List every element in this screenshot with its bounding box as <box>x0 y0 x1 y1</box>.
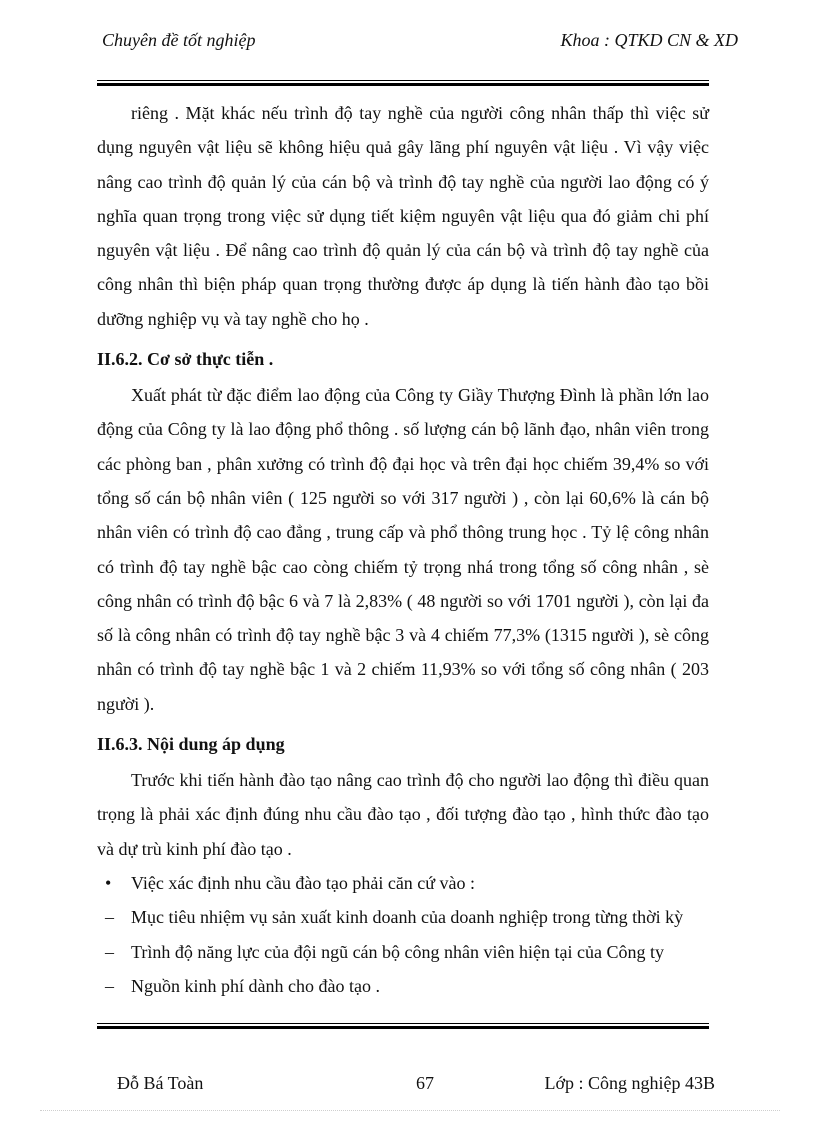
dash-text: Mục tiêu nhiệm vụ sản xuất kinh doanh của doanh nghiệp trong từng thời kỳ <box>131 907 684 928</box>
bullet-text: Việc xác định nhu cầu đào tạo phải căn cứ vào : <box>131 872 476 893</box>
section-heading-6-2: II.6.2. Cơ sở thực tiễn . <box>97 349 274 370</box>
dash-text: Nguồn kinh phí dành cho đào tạo . <box>131 975 380 996</box>
header-left-title: Chuyên đề tốt nghiệp <box>102 30 256 50</box>
dash-icon: – <box>105 907 114 928</box>
paragraph-1: riêng . Mặt khác nếu trình độ tay nghề của người công nhân thấp thì việc sử dụng nguyên vật liệu sẽ không hiệu quả gây lãng phí nguyên vật liệu . Vì vậy việc nâng cao trình độ quản lý của cán bộ và trình độ tay nghề của người lao động có ý nghĩa quan trọng trong việc sử dụng tiết kiệm nguyên vật liệu qua đó giảm chi phí nguyên vật liệu . Để nâng cao trình độ quản lý của cán bộ và trình độ tay nghề của công nhân thì biện pháp quan trọng thường được áp dụng là tiến hành đào tạo bồi dưỡng nghiệp vụ và tay nghề cho họ . <box>97 103 709 329</box>
section-heading-6-3: II.6.3. Nội dung áp dụng <box>97 734 285 755</box>
dash-item <box>97 969 709 1003</box>
page-content <box>97 96 709 1003</box>
dash-item <box>97 935 709 969</box>
page-header <box>102 30 738 56</box>
dash-item <box>97 900 709 934</box>
bullet-icon: • <box>105 872 112 893</box>
page-footer <box>117 1073 715 1099</box>
header-right-department: Khoa : QTKD CN & XD <box>560 30 738 50</box>
footer-class: Lớp : Công nghiệp 43B <box>544 1073 715 1093</box>
paragraph-2: Xuất phát từ đặc điểm lao động của Công ty Giầy Thượng Đình là phần lớn lao động của Công ty là lao động phổ thông . số lượng cán bộ lãnh đạo, nhân viên trong các phòng ban , phân xưởng có trình độ đại học và trên đại học chiếm 39,4% so với tổng số cán bộ nhân viên ( 125 người so với 317 người ) , còn lại 60,6% là cán bộ nhân viên có trình độ cao đẳng , trung cấp và phổ thông trung học . Tỷ lệ công nhân có trình độ tay nghề bậc cao còng chiếm tỷ trọng nhá trong tổng số công nhân , sè công nhân có trình độ bậc 6 và 7 là 2,83% ( 48 người so với 1701 người ), còn lại đa số là công nhân có trình độ tay nghề bậc 3 và 4 chiếm 77,3% (1315 người ), sè công nhân có trình độ tay nghề bậc 1 và 2 chiếm 11,93% so với tổng số công nhân ( 203 người ). <box>97 385 709 714</box>
bullet-item <box>97 866 709 900</box>
page-number: 67 <box>416 1073 434 1093</box>
dash-icon: – <box>105 941 114 962</box>
bottom-dotted-divider <box>40 1110 780 1111</box>
dash-text: Trình độ năng lực của đội ngũ cán bộ công nhân viên hiện tại của Công ty <box>131 941 664 962</box>
dash-icon: – <box>105 975 114 996</box>
header-double-rule <box>97 80 709 86</box>
paragraph-3: Trước khi tiến hành đào tạo nâng cao trình độ cho người lao động thì điều quan trọng là phải xác định đúng nhu cầu đào tạo , đối tượng đào tạo , hình thức đào tạo và dự trù kinh phí đào tạo . <box>97 770 709 859</box>
footer-author: Đỗ Bá Toàn <box>117 1073 204 1093</box>
footer-double-rule <box>97 1023 709 1029</box>
